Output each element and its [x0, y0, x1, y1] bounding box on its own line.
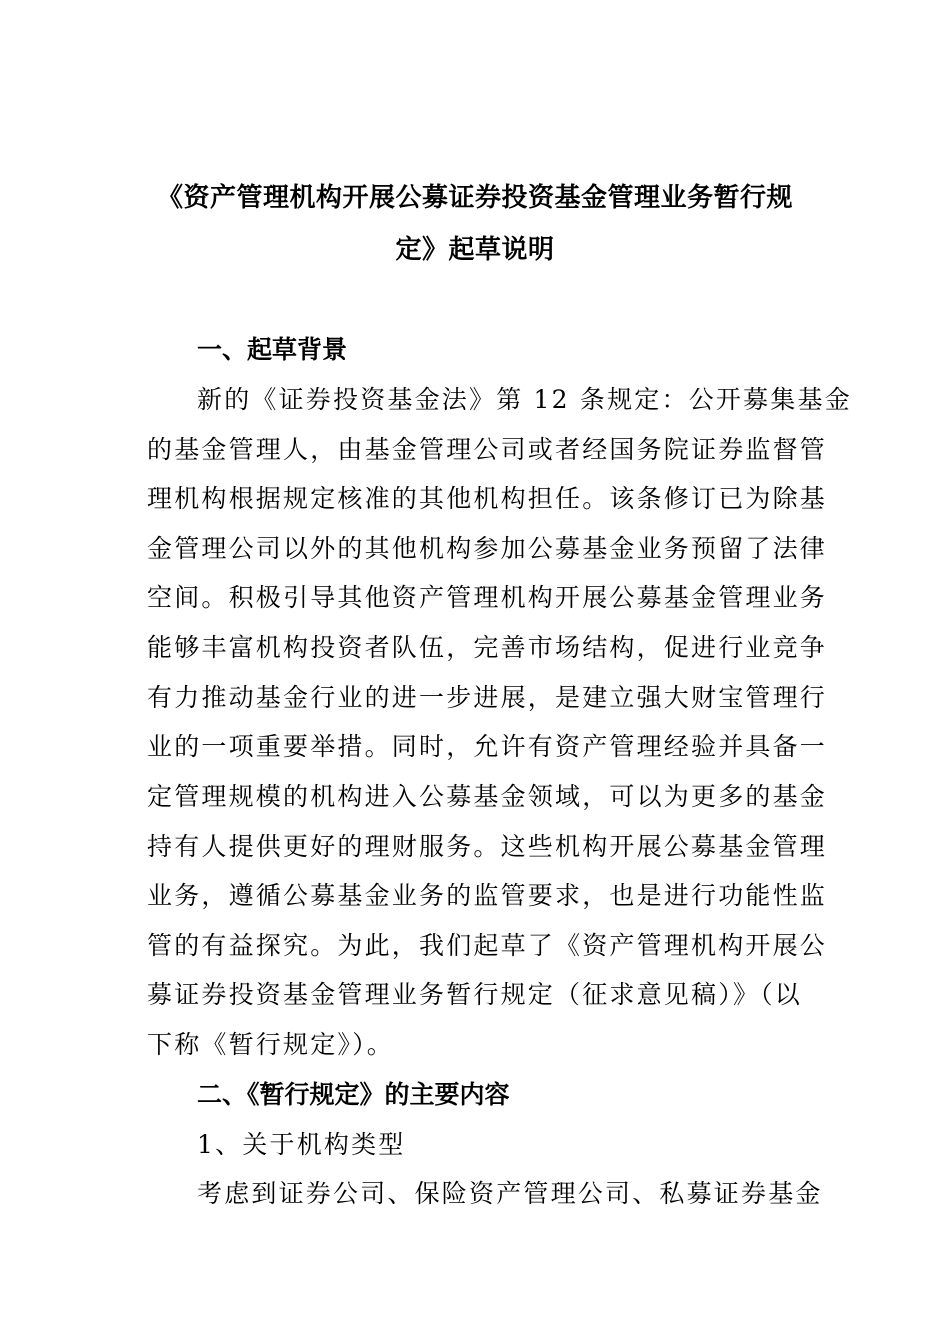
subsection-heading-institution-type: 1、关于机构类型	[197, 1130, 406, 1159]
document-title-line-1: 《资产管理机构开展公募证券投资基金管理业务暂行规	[156, 183, 793, 213]
paragraph-line: 募证券投资基金管理业务暂行规定（征求意见稿）》（以	[147, 980, 803, 1009]
paragraph-line: 理机构根据规定核准的其他机构担任。该条修订已为除基	[147, 484, 828, 513]
paragraph-line: 有力推动基金行业的进一步进展，是建立强大财宝管理行	[147, 683, 828, 712]
paragraph-line: 新的《证券投资基金法》第 12 条规定：公开募集基金	[197, 385, 852, 414]
paragraph-line: 管的有益探究。为此，我们起草了《资产管理机构开展公	[147, 931, 828, 960]
paragraph-line: 下称《暂行规定》）。	[147, 1030, 395, 1059]
paragraph-line: 业务，遵循公募基金业务的监管要求，也是进行功能性监	[147, 881, 828, 910]
paragraph-line: 空间。积极引导其他资产管理机构开展公募基金管理业务	[147, 583, 828, 612]
paragraph-line: 的基金管理人，由基金管理公司或者经国务院证券监督管	[147, 435, 828, 464]
paragraph-line: 考虑到证券公司、保险资产管理公司、私募证券基金	[197, 1179, 823, 1208]
paragraph-line: 能够丰富机构投资者队伍，完善市场结构，促进行业竞争	[147, 633, 828, 662]
section-heading-background: 一、起草背景	[197, 335, 348, 364]
document-title-line-2: 定》起草说明	[395, 235, 555, 265]
paragraph-line: 定管理规模的机构进入公募基金领域，可以为更多的基金	[147, 782, 828, 811]
paragraph-line: 业的一项重要举措。同时，允许有资产管理经验并具备一	[147, 732, 828, 761]
paragraph-line: 金管理公司以外的其他机构参加公募基金业务预留了法律	[147, 534, 828, 563]
section-heading-main-content: 二、《暂行规定》的主要内容	[197, 1080, 510, 1109]
paragraph-line: 持有人提供更好的理财服务。这些机构开展公募基金管理	[147, 832, 828, 861]
